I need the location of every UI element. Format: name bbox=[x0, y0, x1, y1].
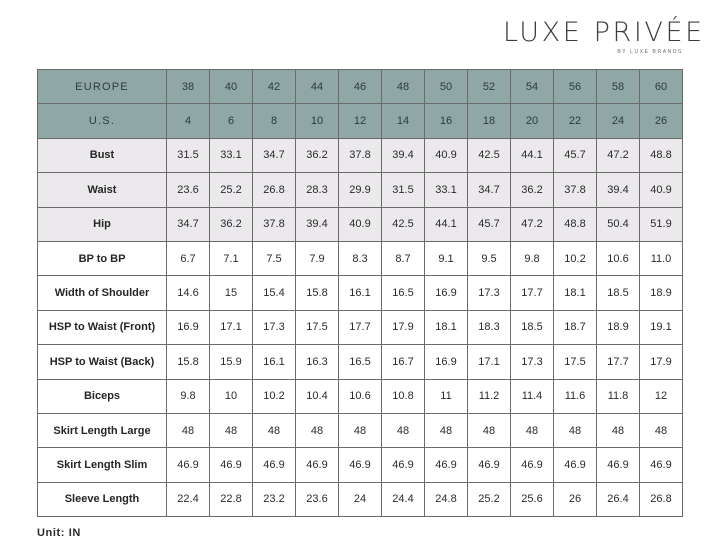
table-cell: 18.9 bbox=[597, 310, 640, 344]
row-label: HSP to Waist (Back) bbox=[38, 345, 167, 379]
row-label: Skirt Length Slim bbox=[38, 448, 167, 482]
row-label: Sleeve Length bbox=[38, 482, 167, 516]
table-cell: 25.2 bbox=[468, 482, 511, 516]
row-label: Width of Shoulder bbox=[38, 276, 167, 310]
table-cell: 24.4 bbox=[382, 482, 425, 516]
table-cell: 8 bbox=[253, 104, 296, 138]
table-cell: 16.5 bbox=[339, 345, 382, 379]
table-cell: 44 bbox=[296, 70, 339, 104]
table-cell: 11 bbox=[425, 379, 468, 413]
table-cell: 10.8 bbox=[382, 379, 425, 413]
table-cell: 46.9 bbox=[597, 448, 640, 482]
measurement-row bbox=[38, 448, 683, 482]
table-cell: 15.4 bbox=[253, 276, 296, 310]
table-cell: 7.9 bbox=[296, 241, 339, 275]
table-cell: 46.9 bbox=[253, 448, 296, 482]
table-cell: 37.8 bbox=[253, 207, 296, 241]
table-cell: 31.5 bbox=[167, 138, 210, 172]
table-cell: 40.9 bbox=[425, 138, 468, 172]
table-cell: 36.2 bbox=[296, 138, 339, 172]
table-cell: 46.9 bbox=[382, 448, 425, 482]
table-cell: 48 bbox=[210, 413, 253, 447]
table-cell: 11.8 bbox=[597, 379, 640, 413]
table-cell: 9.1 bbox=[425, 241, 468, 275]
table-cell: 17.7 bbox=[511, 276, 554, 310]
table-cell: 33.1 bbox=[425, 173, 468, 207]
table-cell: 10 bbox=[210, 379, 253, 413]
row-label: Skirt Length Large bbox=[38, 413, 167, 447]
table-cell: 15 bbox=[210, 276, 253, 310]
measurement-row bbox=[38, 276, 683, 310]
table-cell: 46.9 bbox=[339, 448, 382, 482]
row-label: EUROPE bbox=[38, 70, 167, 104]
table-cell: 18.1 bbox=[554, 276, 597, 310]
table-cell: 22.4 bbox=[167, 482, 210, 516]
table-cell: 37.8 bbox=[339, 138, 382, 172]
table-cell: 14 bbox=[382, 104, 425, 138]
table-cell: 48 bbox=[382, 70, 425, 104]
table-cell: 48 bbox=[167, 413, 210, 447]
table-cell: 33.1 bbox=[210, 138, 253, 172]
table-cell: 10.6 bbox=[597, 241, 640, 275]
measurement-row bbox=[38, 173, 683, 207]
table-cell: 60 bbox=[640, 70, 683, 104]
table-cell: 34.7 bbox=[468, 173, 511, 207]
brand-logo bbox=[503, 17, 705, 55]
measurement-row bbox=[38, 207, 683, 241]
table-cell: 48 bbox=[339, 413, 382, 447]
table-cell: 9.8 bbox=[167, 379, 210, 413]
table-cell: 15.9 bbox=[210, 345, 253, 379]
table-cell: 38 bbox=[167, 70, 210, 104]
table-cell: 28.3 bbox=[296, 173, 339, 207]
table-cell: 26 bbox=[640, 104, 683, 138]
table-cell: 19.1 bbox=[640, 310, 683, 344]
table-cell: 11.2 bbox=[468, 379, 511, 413]
table-cell: 17.9 bbox=[382, 310, 425, 344]
table-cell: 17.3 bbox=[253, 310, 296, 344]
table-cell: 42 bbox=[253, 70, 296, 104]
table-cell: 45.7 bbox=[468, 207, 511, 241]
table-cell: 29.9 bbox=[339, 173, 382, 207]
table-cell: 6 bbox=[210, 104, 253, 138]
table-cell: 17.3 bbox=[468, 276, 511, 310]
table-cell: 26 bbox=[554, 482, 597, 516]
table-cell: 31.5 bbox=[382, 173, 425, 207]
table-cell: 10.2 bbox=[554, 241, 597, 275]
table-cell: 56 bbox=[554, 70, 597, 104]
table-cell: 52 bbox=[468, 70, 511, 104]
table-cell: 40.9 bbox=[640, 173, 683, 207]
measurement-row bbox=[38, 482, 683, 516]
table-cell: 36.2 bbox=[511, 173, 554, 207]
row-label: HSP to Waist (Front) bbox=[38, 310, 167, 344]
table-cell: 44.1 bbox=[425, 207, 468, 241]
table-cell: 48.8 bbox=[640, 138, 683, 172]
table-cell: 16.1 bbox=[339, 276, 382, 310]
table-cell: 8.3 bbox=[339, 241, 382, 275]
table-cell: 10.4 bbox=[296, 379, 339, 413]
size-chart-table bbox=[37, 69, 683, 517]
table-cell: 12 bbox=[339, 104, 382, 138]
size-header-row bbox=[38, 104, 683, 138]
size-chart-body bbox=[38, 70, 683, 517]
table-cell: 46 bbox=[339, 70, 382, 104]
table-cell: 12 bbox=[640, 379, 683, 413]
table-cell: 18.5 bbox=[511, 310, 554, 344]
table-cell: 46.9 bbox=[167, 448, 210, 482]
unit-note: Unit: IN bbox=[37, 527, 81, 539]
table-cell: 37.8 bbox=[554, 173, 597, 207]
table-cell: 23.6 bbox=[296, 482, 339, 516]
table-cell: 10.6 bbox=[339, 379, 382, 413]
table-cell: 9.8 bbox=[511, 241, 554, 275]
table-cell: 42.5 bbox=[468, 138, 511, 172]
table-cell: 40.9 bbox=[339, 207, 382, 241]
table-cell: 46.9 bbox=[511, 448, 554, 482]
table-cell: 22.8 bbox=[210, 482, 253, 516]
table-cell: 17.5 bbox=[296, 310, 339, 344]
table-cell: 7.1 bbox=[210, 241, 253, 275]
measurement-row bbox=[38, 310, 683, 344]
row-label: Biceps bbox=[38, 379, 167, 413]
table-cell: 40 bbox=[210, 70, 253, 104]
table-cell: 16.1 bbox=[253, 345, 296, 379]
table-cell: 50 bbox=[425, 70, 468, 104]
table-cell: 15.8 bbox=[296, 276, 339, 310]
table-cell: 51.9 bbox=[640, 207, 683, 241]
table-cell: 18.7 bbox=[554, 310, 597, 344]
table-cell: 16.5 bbox=[382, 276, 425, 310]
table-cell: 20 bbox=[511, 104, 554, 138]
table-cell: 47.2 bbox=[597, 138, 640, 172]
measurement-row bbox=[38, 138, 683, 172]
table-cell: 47.2 bbox=[511, 207, 554, 241]
table-cell: 44.1 bbox=[511, 138, 554, 172]
table-cell: 36.2 bbox=[210, 207, 253, 241]
table-cell: 50.4 bbox=[597, 207, 640, 241]
table-cell: 46.9 bbox=[468, 448, 511, 482]
table-cell: 39.4 bbox=[597, 173, 640, 207]
table-cell: 23.6 bbox=[167, 173, 210, 207]
table-cell: 48 bbox=[425, 413, 468, 447]
table-cell: 46.9 bbox=[554, 448, 597, 482]
table-cell: 10 bbox=[296, 104, 339, 138]
table-cell: 16.9 bbox=[425, 276, 468, 310]
table-cell: 18.9 bbox=[640, 276, 683, 310]
table-cell: 17.1 bbox=[468, 345, 511, 379]
table-cell: 22 bbox=[554, 104, 597, 138]
table-cell: 34.7 bbox=[253, 138, 296, 172]
table-cell: 42.5 bbox=[382, 207, 425, 241]
table-cell: 45.7 bbox=[554, 138, 597, 172]
table-cell: 4 bbox=[167, 104, 210, 138]
table-cell: 14.6 bbox=[167, 276, 210, 310]
size-header-row bbox=[38, 70, 683, 104]
table-cell: 54 bbox=[511, 70, 554, 104]
table-cell: 16.3 bbox=[296, 345, 339, 379]
table-cell: 15.8 bbox=[167, 345, 210, 379]
row-label: Waist bbox=[38, 173, 167, 207]
table-cell: 11.4 bbox=[511, 379, 554, 413]
table-cell: 11.0 bbox=[640, 241, 683, 275]
table-cell: 18.5 bbox=[597, 276, 640, 310]
table-cell: 46.9 bbox=[210, 448, 253, 482]
row-label: BP to BP bbox=[38, 241, 167, 275]
table-cell: 17.7 bbox=[339, 310, 382, 344]
table-cell: 24 bbox=[597, 104, 640, 138]
table-cell: 18 bbox=[468, 104, 511, 138]
table-cell: 48 bbox=[554, 413, 597, 447]
table-cell: 16.9 bbox=[167, 310, 210, 344]
table-cell: 48 bbox=[296, 413, 339, 447]
table-cell: 23.2 bbox=[253, 482, 296, 516]
table-cell: 16.7 bbox=[382, 345, 425, 379]
table-cell: 46.9 bbox=[640, 448, 683, 482]
table-cell: 39.4 bbox=[296, 207, 339, 241]
table-cell: 48.8 bbox=[554, 207, 597, 241]
table-cell: 16.9 bbox=[425, 345, 468, 379]
table-cell: 11.6 bbox=[554, 379, 597, 413]
table-cell: 24 bbox=[339, 482, 382, 516]
table-cell: 48 bbox=[468, 413, 511, 447]
table-cell: 18.1 bbox=[425, 310, 468, 344]
brand-name: LUXE PRIVÉE bbox=[503, 17, 705, 48]
table-cell: 10.2 bbox=[253, 379, 296, 413]
measurement-row bbox=[38, 379, 683, 413]
table-cell: 24.8 bbox=[425, 482, 468, 516]
measurement-row bbox=[38, 413, 683, 447]
brand-subtitle: BY LUXE BRANDS bbox=[617, 49, 683, 55]
table-cell: 39.4 bbox=[382, 138, 425, 172]
table-cell: 6.7 bbox=[167, 241, 210, 275]
table-cell: 34.7 bbox=[167, 207, 210, 241]
table-cell: 48 bbox=[640, 413, 683, 447]
table-cell: 26.8 bbox=[640, 482, 683, 516]
table-cell: 48 bbox=[382, 413, 425, 447]
row-label: Hip bbox=[38, 207, 167, 241]
table-cell: 46.9 bbox=[296, 448, 339, 482]
table-cell: 16 bbox=[425, 104, 468, 138]
table-cell: 18.3 bbox=[468, 310, 511, 344]
table-cell: 25.2 bbox=[210, 173, 253, 207]
table-cell: 17.5 bbox=[554, 345, 597, 379]
table-cell: 48 bbox=[253, 413, 296, 447]
table-cell: 58 bbox=[597, 70, 640, 104]
table-cell: 26.8 bbox=[253, 173, 296, 207]
table-cell: 17.3 bbox=[511, 345, 554, 379]
measurement-row bbox=[38, 345, 683, 379]
table-cell: 26.4 bbox=[597, 482, 640, 516]
row-label: Bust bbox=[38, 138, 167, 172]
table-cell: 9.5 bbox=[468, 241, 511, 275]
table-cell: 46.9 bbox=[425, 448, 468, 482]
table-cell: 17.9 bbox=[640, 345, 683, 379]
table-cell: 48 bbox=[597, 413, 640, 447]
table-cell: 17.7 bbox=[597, 345, 640, 379]
table-cell: 7.5 bbox=[253, 241, 296, 275]
measurement-row bbox=[38, 241, 683, 275]
table-cell: 8.7 bbox=[382, 241, 425, 275]
table-cell: 17.1 bbox=[210, 310, 253, 344]
table-cell: 48 bbox=[511, 413, 554, 447]
row-label: U.S. bbox=[38, 104, 167, 138]
table-cell: 25.6 bbox=[511, 482, 554, 516]
